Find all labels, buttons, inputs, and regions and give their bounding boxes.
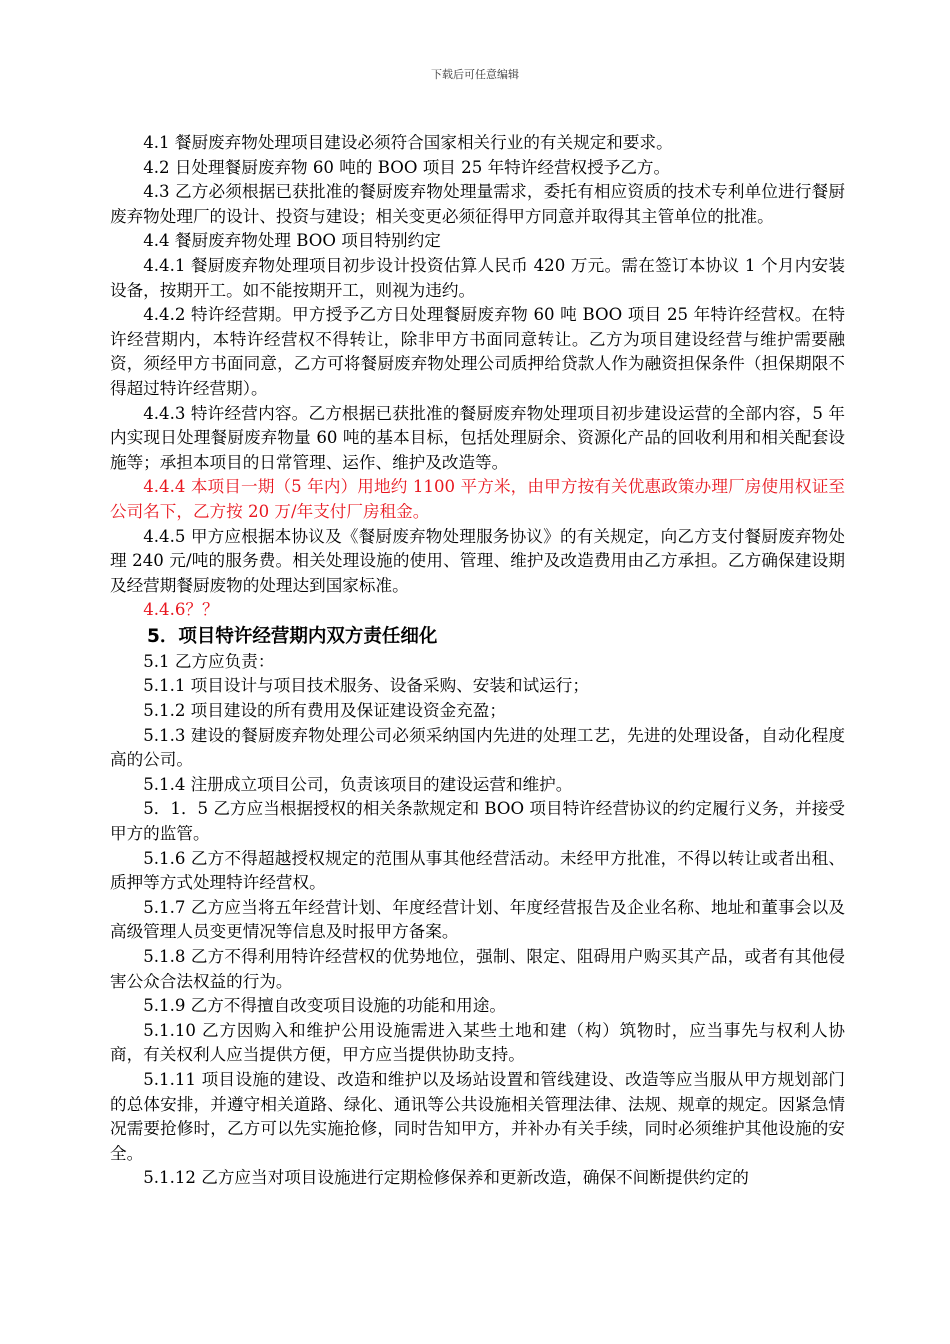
paragraph-4-4-4-number: 4.4.4: [143, 477, 191, 497]
section-heading-5: 5．项目特许经营期内双方责任细化: [147, 625, 438, 647]
paragraph-4-1: 4.1 餐厨废弃物处理项目建设必须符合国家相关行业的有关规定和要求。: [143, 133, 673, 152]
paragraph-5-1-4: 5.1.4 注册成立项目公司，负责该项目的建设运营和维护。: [143, 774, 573, 794]
paragraph-5-1-8: 5.1.8 乙方不得利用特许经营权的优势地位，强制、限定、阻碍用户购买其产品，或者有其他侵害公众合法权益的行为。: [110, 947, 845, 991]
paragraph-5-1-7: 5.1.7 乙方应当将五年经营计划、年度经营计划、年度经营报告及企业名称、地址和董事会以及高级管理人员变更情况等信息及时报甲方备案。: [110, 897, 845, 942]
paragraph-4-3: 4.3 乙方必须根据已获批准的餐厨废弃物处理量需求，委托有相应资质的技术专利单位进行餐厨废弃物处理厂的设计、投资与建设；相关变更必须征得甲方同意并取得其主管单位的批准。: [110, 182, 845, 226]
paragraph-5-1-6: 5.1.6 乙方不得超越授权规定的范围从事其他经营活动。未经甲方批准，不得以转让或者出租、质押等方式处理特许经营权。: [110, 848, 845, 893]
paragraph-4-4-4: [110, 475, 845, 524]
paragraph-5-1-2: 5.1.2 项目建设的所有费用及保证建设资金充盈；: [143, 701, 506, 721]
paragraph-4-4-5: 4.4.5 甲方应根据本协议及《餐厨废弃物处理服务协议》的有关规定，向乙方支付餐厨废弃物处理 240 元/吨的服务费。相关处理设施的使用、管理、维护及改造费用由乙方承担。乙方确保建设期及经营期餐厨废物的处理达到国家标准。: [110, 526, 845, 595]
document-body: [110, 131, 845, 1191]
paragraph-5-1-10: 5.1.10 乙方因购入和维护公用设施需进入某些土地和建（构）筑物时，应当事先与权利人协商，有关权利人应当提供方便，甲方应当提供协助支持。: [110, 1020, 845, 1065]
paragraph-5-1: 5.1 乙方应负责：: [143, 651, 275, 671]
paragraph-5-1-3: 5.1.3 建设的餐厨废弃物处理公司必须采纳国内先进的处理工艺，先进的处理设备，自动化程度高的公司。: [110, 725, 845, 770]
paragraph-5-1-1: 5.1.1 项目设计与项目技术服务、设备采购、安装和试运行；: [143, 676, 589, 696]
paragraph-5-1-5: 5．1．5 乙方应当根据授权的相关条款规定和 BOO 项目特许经营协议的约定履行义务，并接受甲方的监管。: [110, 799, 845, 844]
header-note: 下载后可任意编辑: [431, 68, 519, 81]
paragraph-4-2: 4.2 日处理餐厨废弃物 60 吨的 BOO 项目 25 年特许经营权授予乙方。: [143, 157, 671, 177]
paragraph-4-4-1: 4.4.1 餐厨废弃物处理项目初步设计投资估算人民币 420 万元。需在签订本协议 1 个月内安装设备，按期开工。如不能按期开工，则视为违约。: [110, 255, 845, 300]
paragraph-5-1-11: 5.1.11 项目设施的建设、改造和维护以及场站设置和管线建设、改造等应当服从甲方规划部门的总体安排，并遵守相关道路、绿化、通讯等公共设施相关管理法律、法规、规章的规定。因紧急情况需要抢修时，乙方可以先实施抢修，同时告知甲方，并补办有关手续，同时必须维护其他设施的安全。: [110, 1069, 845, 1163]
paragraph-4-4-3: 4.4.3 特许经营内容。乙方根据已获批准的餐厨废弃物处理项目初步建设运营的全部内容，5 年内实现日处理餐厨废弃物量 60 吨的基本目标，包括处理厨余、资源化产品的回收利用和相关配套设施等；承担本项目的日常管理、运作、维护及改造等。: [110, 403, 845, 472]
paragraph-5-1-9: 5.1.9 乙方不得擅自改变项目设施的功能和用途。: [143, 996, 506, 1016]
paragraph-4-4-4-text: 本项目一期（5 年内）用地约 1100 平方米，由甲方按有关优惠政策办理厂房使用权证至公司名下，乙方按 20 万/年支付厂房租金。: [110, 477, 846, 521]
paragraph-4-4: 4.4 餐厨废弃物处理 BOO 项目特别约定: [143, 231, 441, 251]
paragraph-4-4-6: 4.4.6？？: [143, 600, 219, 620]
paragraph-4-4-2: 4.4.2 特许经营期。甲方授予乙方日处理餐厨废弃物 60 吨 BOO 项目 25 年特许经营权。在特许经营期内，本特许经营权不得转让，除非甲方书面同意转让。乙方为项目建设经营与维护需要融资，须经甲方书面同意，乙方可将餐厨废弃物处理公司质押给贷款人作为融资担保条件（担保期限不得超过特许经营期）。: [110, 305, 845, 398]
paragraph-5-1-12: 5.1.12 乙方应当对项目设施进行定期检修保养和更新改造，确保不间断提供约定的: [143, 1168, 749, 1188]
